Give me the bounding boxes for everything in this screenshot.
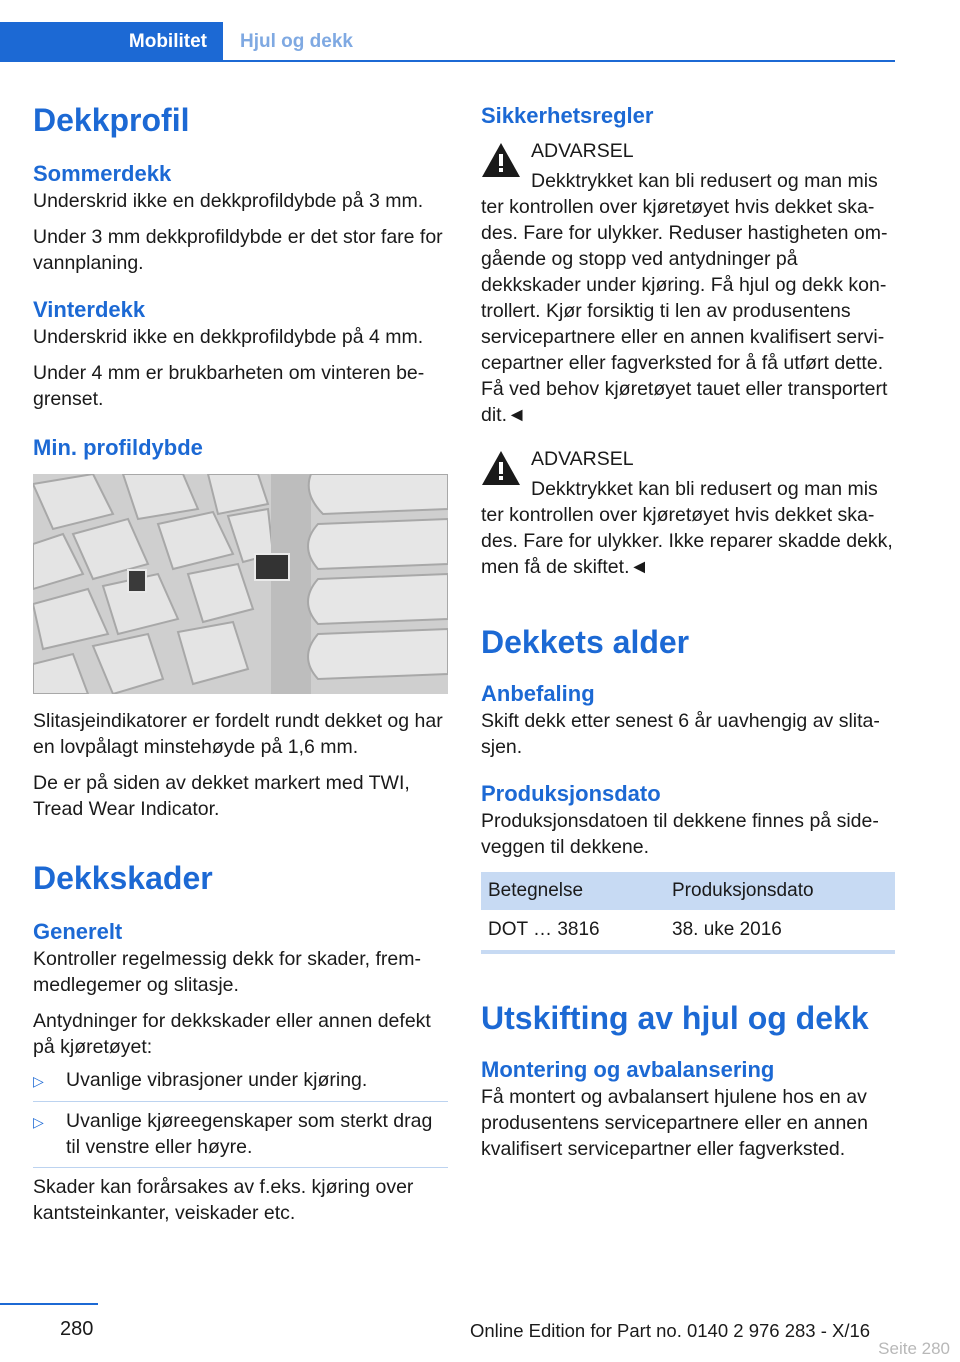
warning-triangle-icon (481, 450, 521, 486)
production-date-text: Produksjonsdatoen til dekkene finnes på sideveggen til dekkene. (481, 810, 879, 858)
heading-wheel-replacement: Utskifting av hjul og dekk (481, 1000, 869, 1036)
heading-recommendation: Anbefaling (481, 681, 595, 706)
tread-wear-indicator-illustration (33, 474, 448, 694)
production-date-table (481, 872, 895, 954)
warning-1-title: ADVARSEL (531, 140, 634, 162)
heading-summer-tires: Sommerdekk (33, 161, 172, 186)
heading-production-date: Produksjonsdato (481, 781, 661, 806)
warning-2-body: ter kontrollen over kjøretøyet hvis dekket skades. Fare for ulykker. Ikke reparer skadde dekk, men få de skiftet.◄ (481, 504, 893, 578)
heading-tire-profile: Dekkprofil (33, 102, 190, 138)
table-row (481, 910, 895, 952)
table-header-row (481, 872, 895, 910)
page-number-rule (0, 1303, 98, 1305)
warning-block-2 (481, 446, 895, 580)
table-cell-production-date: 38. uke 2016 (665, 910, 895, 952)
heading-safety-rules: Sikkerhetsregler (481, 103, 654, 128)
edition-footer: Online Edition for Part no. 0140 2 976 283 - X/16 (470, 1320, 871, 1341)
right-column (481, 100, 895, 1162)
table-header-production-date: Produksjonsdato (665, 872, 895, 910)
warning-triangle-icon (481, 142, 521, 178)
bullet-triangle-icon: ▷ (33, 1073, 44, 1089)
page-header (0, 22, 895, 62)
left-column (33, 100, 448, 1226)
general-text-3: Skader kan forårsakes av f.eks. kjøring over kantsteinkanter, veiskader etc. (33, 1176, 414, 1224)
heading-general: Generelt (33, 919, 123, 944)
warning-1-lead: Dekktrykket kan bli redusert og man mis (531, 170, 878, 192)
warning-block-1 (481, 138, 895, 428)
tire-tread-image (33, 474, 448, 694)
table-header-designation: Betegnelse (481, 872, 665, 910)
min-depth-text-1: Slitasjeindikatorer er fordelt rundt dekket og har en lovpålagt minstehøyde på 1,6 mm. (33, 710, 443, 758)
heading-tire-damage: Dekkskader (33, 860, 213, 896)
list-item: ▷ Uvanlige vibrasjoner under kjøring. (33, 1067, 448, 1094)
heading-mounting-balancing: Montering og avbalansering (481, 1057, 775, 1082)
bullet-triangle-icon: ▷ (33, 1114, 44, 1130)
bullet-divider (33, 1167, 448, 1168)
min-depth-text-2: De er på siden av dekket markert med TWI, Tread Wear Indicator. (33, 772, 410, 820)
general-text-1: Kontroller regelmessig dekk for skader, fremmedlegemer og slitasje. (33, 948, 421, 996)
bullet-divider (33, 1101, 448, 1102)
list-item: ▷ Uvanlige kjøreegenskaper som sterkt drag til venstre eller høyre. (33, 1110, 433, 1158)
general-text-2: Antydninger for dekkskader eller annen defekt på kjøretøyet: (33, 1010, 431, 1058)
warning-1-body: ter kontrollen over kjøretøyet hvis dekket skades. Fare for ulykker. Reduser hastigheten omgående og stopp ved antydninger på dekkskader under kjøring. Få hjul og dekk kontrollert. Kjør forsiktig ti len av produsentens servicepartnere eller en annen kvalifisert servicepartner eller fagverksted for å få utført dette. Få ved behov kjøretøyet tauet eller transportert dit.◄ (481, 196, 888, 426)
table-cell-designation: DOT … 3816 (481, 910, 665, 952)
warning-2-title: ADVARSEL (531, 448, 634, 470)
recommendation-text: Skift dekk etter senest 6 år uavhengig av slitasjen. (481, 710, 880, 758)
mounting-text: Få montert og avbalansert hjulene hos en av produsentens servicepartnere eller en annen kvalifisert servicepartner eller fagverksted. (481, 1086, 869, 1160)
summer-text-2: Under 3 mm dekkprofildybde er det stor fare for vannplaning. (33, 226, 443, 274)
heading-min-depth: Min. profildybde (33, 435, 203, 460)
heading-tire-age: Dekkets alder (481, 624, 690, 660)
section-tab[interactable]: Mobilitet (0, 22, 223, 62)
warning-2-lead: Dekktrykket kan bli redusert og man mis (531, 478, 878, 500)
page-number: 280 (60, 1318, 94, 1340)
subsection-tab[interactable]: Hjul og dekk (240, 31, 353, 52)
summer-text-1: Underskrid ikke en dekkprofildybde på 3 mm. (33, 190, 424, 212)
watermark: Seite 280 (878, 1339, 950, 1358)
winter-text-1: Underskrid ikke en dekkprofildybde på 4 mm. (33, 326, 424, 348)
heading-winter-tires: Vinterdekk (33, 297, 146, 322)
winter-text-2: Under 4 mm er brukbarheten om vinteren begrenset. (33, 362, 425, 410)
